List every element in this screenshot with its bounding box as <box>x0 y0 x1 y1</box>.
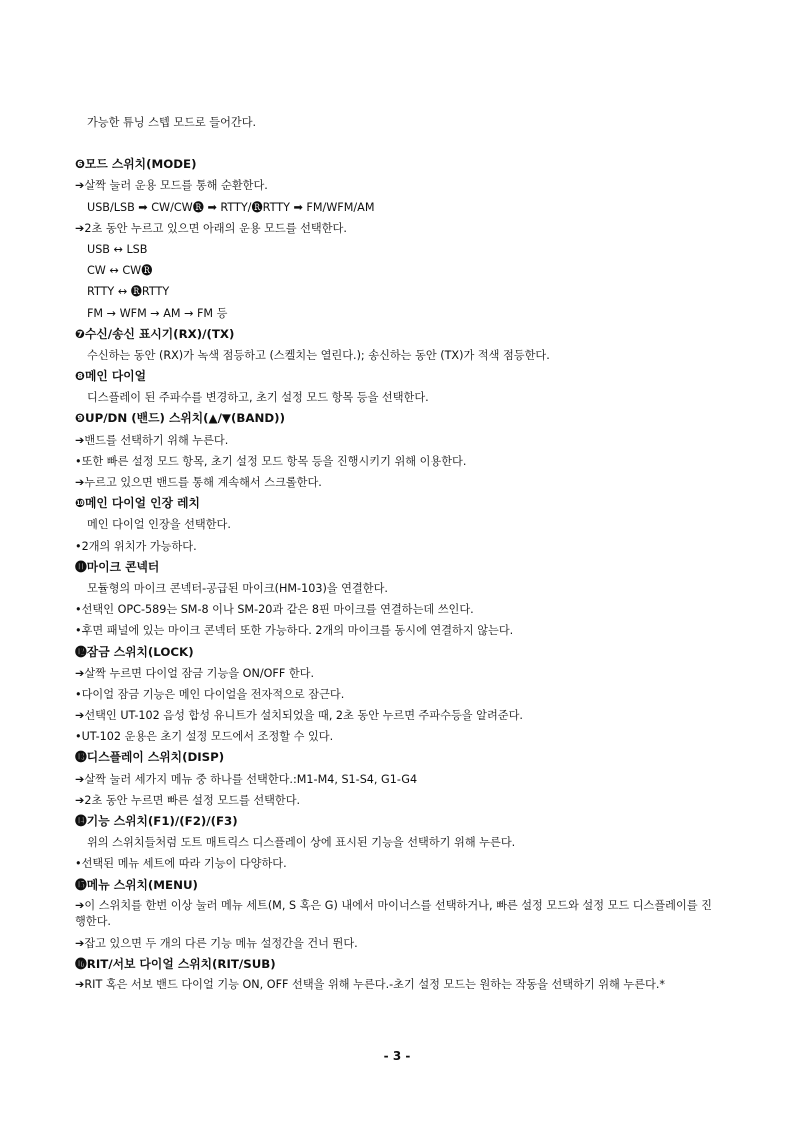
text-line: ➔누르고 있으면 밴드를 통해 계속해서 스크롤한다. <box>75 476 322 489</box>
text-line: ➔살짝 누르면 다이얼 잠금 기능을 ON/OFF 한다. <box>75 666 314 680</box>
text-line: ➔살짝 눌러 운용 모드를 통해 순환한다. <box>75 179 268 193</box>
text-line: 모듈형의 마이크 콘넥터-공급된 마이크(HM-103)을 연결한다. <box>87 581 388 595</box>
text-line: 수신하는 동안 (RX)가 녹색 점등하고 (스켈치는 열린다.); 송신하는 동안 (TX)가 적색 점등한다. <box>87 348 550 362</box>
text-line: •또한 빠른 설정 모드 항목, 초기 설정 모드 항목 등을 진행시키기 위해 이용한다. <box>75 454 467 468</box>
text-line: 위의 스위치들처럼 도트 매트릭스 디스플레이 상에 표시된 기능을 선택하기 위해 누른다. <box>87 836 516 850</box>
section-heading-dial-tension: ❿메인 다이얼 인장 레치 <box>75 496 200 511</box>
section-heading-mic-connector: ⓫마이크 콘넥터 <box>75 559 160 574</box>
section-heading-rit-sub: ⓰RIT/서보 다이얼 스위치(RIT/SUB) <box>75 956 276 971</box>
section-heading-rx-tx: ❼수신/송신 표시기(RX)/(TX) <box>75 326 235 341</box>
text-line: ➔잡고 있으면 두 개의 다른 기능 메뉴 설정간을 건너 뛴다. <box>75 936 358 950</box>
section-heading-main-dial: ❽메인 다이얼 <box>75 369 147 384</box>
text-line: 디스플레이 된 주파수를 변경하고, 초기 설정 모드 항목 등을 선택한다. <box>87 391 429 405</box>
text-line: ➔2초 동안 누르고 있으면 아래의 운용 모드를 선택한다. <box>75 221 347 235</box>
text-line: •선택된 메뉴 세트에 따라 기능이 다양하다. <box>75 857 287 871</box>
section-heading-disp: ⓭디스플레이 스위치(DISP) <box>75 750 225 765</box>
text-line: 가능한 튜닝 스텝 모드로 들어간다. <box>87 116 257 129</box>
document-body <box>75 112 720 996</box>
page-number: - 3 - <box>383 1049 411 1063</box>
section-heading-function: ⓮기능 스위치(F1)/(F2)/(F3) <box>75 814 238 828</box>
text-line: ➔살짝 눌러 세가지 메뉴 중 하나를 선택한다.:M1-M4, S1-S4, G1-G4 <box>75 772 418 786</box>
text-line: RTTY ↔ 🅡RTTY <box>87 285 170 299</box>
section-heading-band: ❾UP/DN (밴드) 스위치(▲/▼(BAND)) <box>75 411 285 426</box>
text-line: CW ↔ CW🅡 <box>87 264 153 278</box>
text-line: •후면 패널에 있는 마이크 콘넥터 또한 가능하다. 2개의 마이크를 동시에 연결하지 않는다. <box>75 624 514 638</box>
text-line: USB/LSB ➡ CW/CW🅡 ➡ RTTY/🅡RTTY ➡ FM/WFM/AM <box>87 200 375 214</box>
section-heading-menu: ⓯메뉴 스위치(MENU) <box>75 877 198 892</box>
blank-line <box>75 133 720 154</box>
text-line: •2개의 위치가 가능하다. <box>75 539 197 553</box>
text-paragraph: ➔이 스위치를 한번 이상 눌러 메뉴 세트(M, S 혹은 G) 내에서 마이너스를 선택하거나, 빠른 설정 모드와 설정 모드 디스플레이를 진행한다. <box>75 898 712 929</box>
text-line: •UT-102 운용은 초기 설정 모드에서 조정할 수 있다. <box>75 730 334 744</box>
text-line: •다이얼 잠금 기능은 메인 다이얼을 전자적으로 잠근다. <box>75 687 345 701</box>
text-line: FM → WFM → AM → FM 등 <box>87 306 228 320</box>
text-line: USB ↔ LSB <box>87 242 148 256</box>
section-heading-lock: ⓬잠금 스위치(LOCK) <box>75 644 194 659</box>
section-heading-mode: ❻모드 스위치(MODE) <box>75 157 197 172</box>
text-line: 메인 다이얼 인장을 선택한다. <box>87 518 231 532</box>
text-line: ➔선택인 UT-102 음성 합성 유니트가 설치되었을 때, 2초 동안 누르면 주파수등을 알려준다. <box>75 709 523 723</box>
text-paragraph: ➔RIT 혹은 서보 밴드 다이얼 기능 ON, OFF 선택을 위해 누른다.-초기 설정 모드는 원하는 작동을 선택하기 위해 누른다.* <box>75 978 665 992</box>
text-line: •선택인 OPC-589는 SM-8 이나 SM-20과 같은 8핀 마이크를 연결하는데 쓰인다. <box>75 603 474 617</box>
text-line: ➔2초 동안 누르면 빠른 설정 모드를 선택한다. <box>75 793 301 807</box>
text-line: ➔밴드를 선택하기 위해 누른다. <box>75 433 229 447</box>
